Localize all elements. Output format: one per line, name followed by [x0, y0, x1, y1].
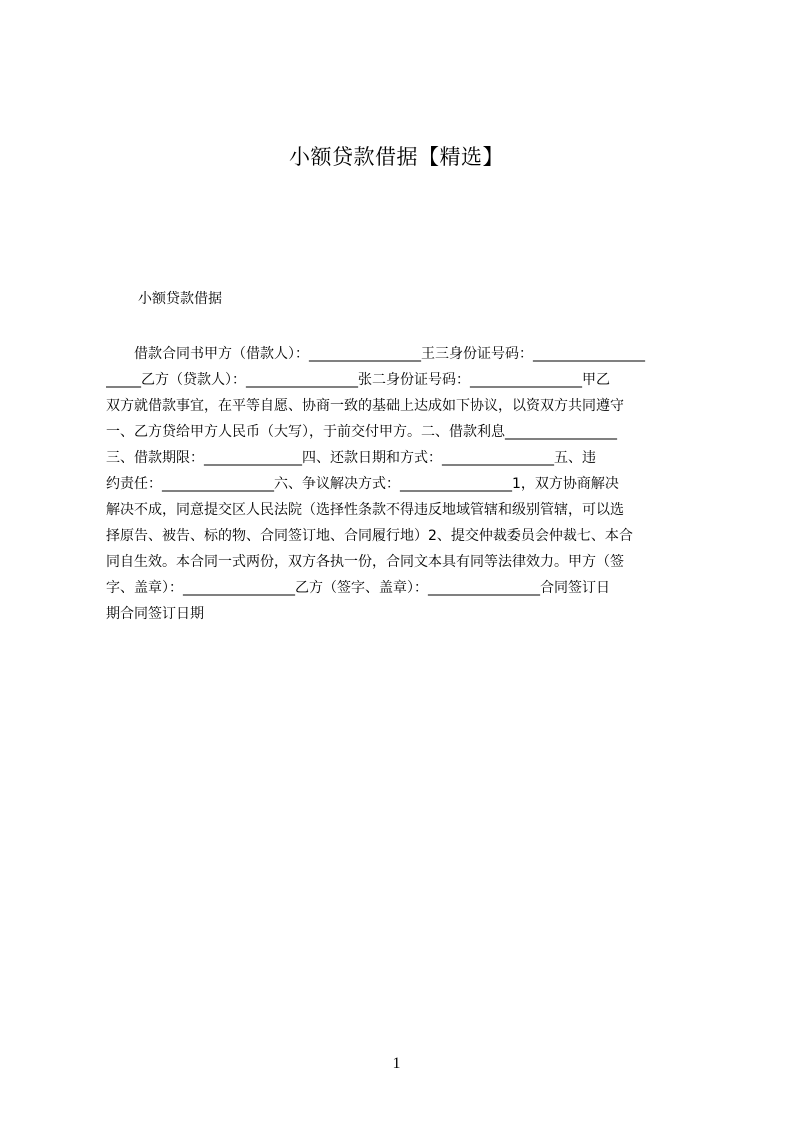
document-title: 小额贷款借据【精选】 — [289, 145, 504, 169]
body-line: 双方就借款事宜，在平等自愿、协商一致的基础上达成如下协议，以资双方共同遵守 — [106, 398, 624, 414]
body-line: 同自生效。本合同一式两份，双方各执一份，合同文本具有同等法律效力。甲方（签 — [106, 554, 624, 570]
body-line: 三、借款期限：______________四、还款日期和方式：________________五、违 — [106, 450, 596, 466]
body-line: 借款合同书甲方（借款人）：________________王三身份证号码：________________ — [106, 346, 645, 362]
body-line: 一、乙方贷给甲方人民币（大写），于前交付甲方。二、借款利息________________ — [106, 424, 617, 440]
document-subtitle: 小额贷款借据 — [138, 291, 222, 307]
body-line: 字、盖章）：________________乙方（签字、盖章）：________________合同签订日 — [106, 580, 610, 596]
contract-body — [106, 341, 698, 641]
body-line: 择原告、被告、标的物、合同签订地、合同履行地）2、提交仲裁委员会仲裁七、本合 — [106, 528, 633, 544]
body-line: _____乙方（贷款人）：________________张二身份证号码：________________甲乙 — [106, 372, 610, 388]
page-number: 1 — [392, 1055, 401, 1072]
body-line: 约责任：________________六、争议解决方式：________________1，双方协商解决 — [106, 476, 619, 492]
body-line: 解决不成，同意提交区人民法院（选择性条款不得违反地域管辖和级别管辖，可以选 — [106, 502, 624, 518]
body-line: 期合同签订日期 — [106, 606, 204, 622]
